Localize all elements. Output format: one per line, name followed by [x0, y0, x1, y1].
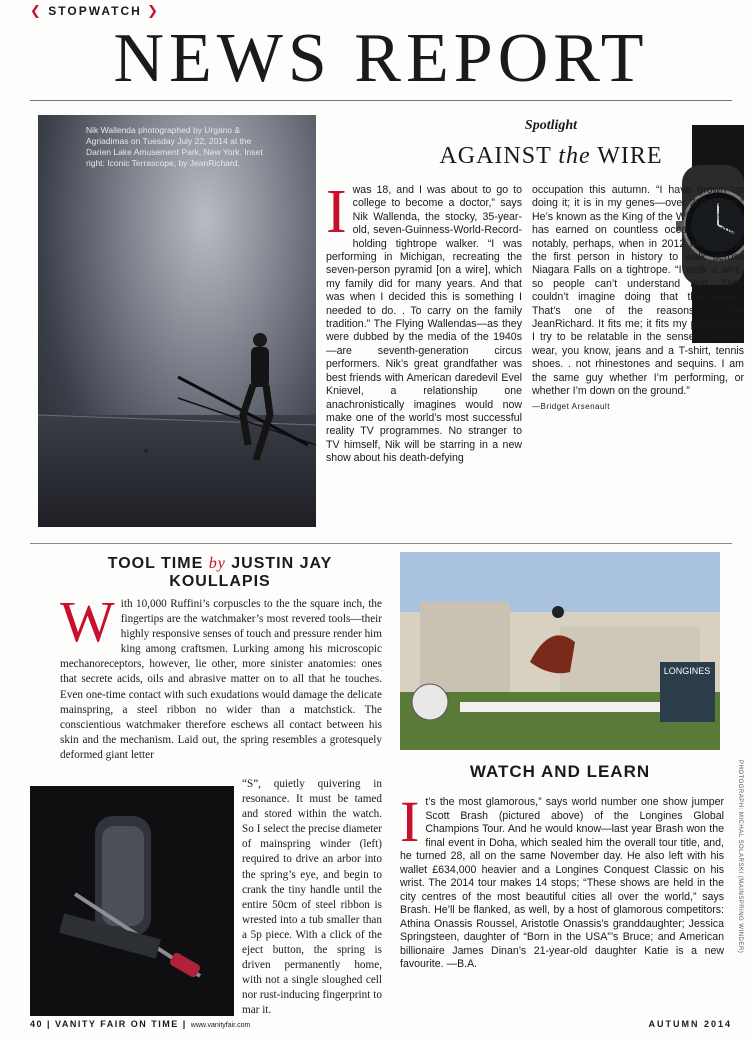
article-text: was 18, and I was about to go to college to become a doctor,” says Nik Wallenda, the stocky, 35-year-old, seven-Guinness-World-Record-holding tightrope walker. “I was performing in Michigan, recreating the seven-person pyramid [on a wire], which my family did for many years. And that was when I decided this is something I needed to do. . To carry on the family tradition.” The Flying Wallendas—as they were dubbed by the media of the 1940s—are seventh-generation circus performers. Nik’s great grandfather was best friends with American daredevil Evel Knievel, a relationship one anachronistically imagines would now make one of the world’s most successful reality TV programmes. No stranger to TV himself, Nik will be starring in a new show about his death-defying	[326, 184, 522, 465]
footer-folio: 40 | VANITY FAIR ON TIME | www.vanityfair.com	[30, 1019, 251, 1029]
section-divider	[30, 543, 732, 544]
tool-time-heading	[60, 555, 380, 591]
drop-cap: W	[60, 589, 115, 654]
site-url: www.vanityfair.com	[190, 1022, 251, 1029]
byline: —Bridget Arsenault	[532, 401, 610, 411]
page-title: NEWS REPORT	[113, 20, 649, 97]
title-part: the	[558, 143, 591, 169]
tool-time-body-continued: “S”, quietly quivering in resonance. It must be tamed and stored within the watch. So I select the precise diameter of mainspring winder (left) required to drive an arbor into the spring’s eye, and begin to crank the tiny handle until the entire 50cm of steel ribbon is wrested into a tub smaller than a 5p piece. With a click of the eject button, the spring is driven permanently home, with not a single sloughed cell nor rust-inducing fingerprint to mar it.	[242, 778, 382, 1017]
photo-caption: Nik Wallenda photographed by Urgano & Agriadimas on Tuesday July 22, 2014 at the Darien Lake Amusement Park, New York. Inset right: Iconic Terrascope, by JeanRichard.	[86, 125, 263, 169]
heading-text: TOOL TIME	[107, 555, 204, 572]
watch-and-learn-body	[400, 789, 724, 972]
spotlight-column-2	[532, 184, 744, 413]
mainspring-winder-photo	[30, 786, 234, 1016]
chevron-right-icon: ❯	[147, 3, 161, 18]
header-divider	[30, 100, 732, 101]
article-text: ith 10,000 Ruffini’s corpuscles to the the square inch, the fingertips are the watchmaker’s most revered tools—their highly responsive senses of touch and pressure render him king among craftsmen. Lurking among his microscopic mechanoreceptors, however, lie other, more sinister anatomies: ones that secrete acids, oils and abrasive matter on to all that he touches. Even one-time contact with such exudations would damage the delicate mainspring, a steel ribbon no wider than a matchstick. The conscientious watchmaker therefore eschews all contact between his skin and the mechanism. Laid out, the spring resembles a grotesquely deformed giant letter	[60, 598, 382, 761]
tightrope-photo	[38, 115, 316, 527]
chevron-left-icon: ❮	[30, 3, 43, 18]
article-text: t’s the most glamorous,” says world number one show jumper Scott Brash (pictured above) of the Longines Global Champions Tour. And he would know—last year Brash won the final event in Doha, which sealed him the overall tour title, and, he turned 28, all on the same November day. He also left with his wallet £634,000 heavier and a Longines Conquest Classic on his wrist. The 2014 tour makes 14 stops; “These shows are held in the city centres of the most beautiful cities all over the world,” says Brash. He’ll be flanked, as well, by a host of glamorous competitors: Athina Onassis Roussel, Aristotle Onassis’s granddaughter; Jessica Springsteen, daughter of “Born in the USA”’s Bruce; and American billionaire James Dinan’s 21-year-old daughter Katie is a new favourite. —B.A.	[400, 796, 724, 970]
magazine-name: VANITY FAIR	[55, 1019, 127, 1029]
heading-by: by	[208, 555, 226, 572]
drop-cap: I	[400, 789, 420, 854]
heading-author: JUSTIN JAY KOULLAPIS	[169, 555, 333, 590]
section-kicker	[30, 3, 160, 19]
magazine-section: ON TIME	[130, 1019, 179, 1029]
drop-cap: I	[326, 178, 347, 246]
spotlight-column-1	[326, 178, 522, 466]
tool-time-body	[60, 589, 382, 763]
spotlight-title	[400, 143, 702, 170]
show-jumping-photo	[400, 552, 720, 750]
photo-credit: PHOTOGRAPH: MICHAL SOLARSKI (MAINSPRING WINDER)	[737, 760, 743, 954]
tightrope-illustration	[38, 115, 316, 527]
watch-and-learn-heading: WATCH AND LEARN	[469, 762, 651, 781]
issue-label: AUTUMN 2014	[648, 1019, 732, 1029]
spotlight-label: Spotlight	[524, 118, 578, 133]
longines-sign-text: LONGINES	[663, 666, 711, 676]
title-part: AGAINST	[439, 143, 552, 169]
title-part: WIRE	[597, 143, 663, 169]
kicker-label: STOPWATCH	[48, 4, 142, 18]
article-text: occupation this autumn. “I have grown up doing it; it is in my genes—over 200 years.” He’s known as the King of the Wire, a title he has earned on countless occasions; most notably, perhaps, when in 2012 he became the first person in history to walk across Niagara Falls on a tightrope. “I walk a wire, so people can’t understand that. They couldn’t imagine doing that themselves. That’s one of the reasons I love JeanRichard. It fits me; it fits my personality. I try to be relatable in the sense of what I wear, you know, jeans and a T-shirt, tennis shoes. . not rhinestones and sequins. I am the same guy whether I’m performing, or whether I’m down on the ground.”	[532, 184, 744, 398]
page-number: 40	[30, 1019, 44, 1029]
